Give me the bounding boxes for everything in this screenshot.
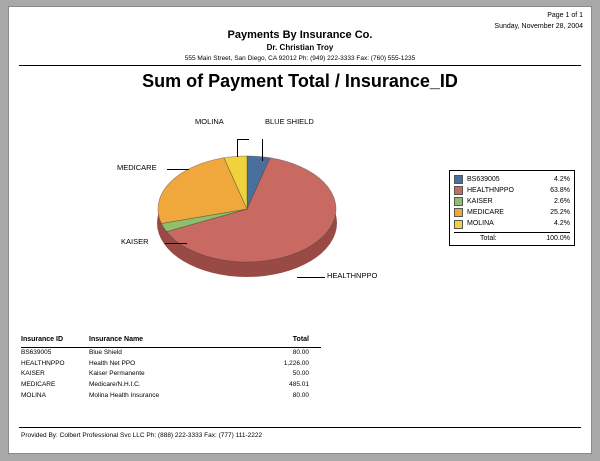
legend-percent: 25.2% [550,208,570,216]
table-row [21,380,321,391]
report-header [9,29,591,62]
chart-title: Sum of Payment Total / Insurance_ID [142,71,458,91]
legend-label: MOLINA [467,220,494,228]
chart-legend [449,170,575,246]
cell-total: 80.00 [292,349,309,357]
slice-label-kaiser: KAISER [121,237,149,246]
slice-label-healthnppo: HEALTHNPPO [327,271,378,280]
legend-swatch-icon [454,197,463,206]
cell-insurance-id: HEALTHNPPO [21,359,65,367]
legend-item [454,196,570,207]
cell-insurance-name: Medicare/N.H.I.C. [89,381,141,389]
page-number: Page 1 of 1 [547,12,583,19]
leader-line-kaiser [165,243,187,244]
table-row [21,369,321,380]
table-header-row [21,335,321,348]
legend-percent: 4.2% [554,220,570,228]
cell-insurance-id: KAISER [21,370,45,378]
legend-total-label: Total: [480,234,497,242]
legend-label: MEDICARE [467,208,504,216]
table-row [21,348,321,359]
company-address: 555 Main Street, San Diego, CA 92012 Ph: (949) 222-3333 Fax: (760) 555-1235 [184,55,416,62]
table-body [21,348,321,401]
column-header-insurance-id: Insurance ID [21,336,64,343]
leader-line-healthnppo [297,277,325,278]
legend-label: HEALTHNPPO [467,186,514,194]
cell-insurance-name: Kaiser Permanente [89,370,145,378]
legend-swatch-icon [454,186,463,195]
doctor-name: Dr. Christian Troy [266,43,334,52]
legend-item [454,207,570,218]
report-page [8,6,592,454]
table-row [21,358,321,369]
cell-total: 50.00 [292,370,309,378]
table-row [21,390,321,401]
cell-total: 80.00 [292,391,309,399]
footer-text: Provided By: Colbert Professional Svc LLC Ph: (888) 222-3333 Fax: (777) 111-2222 [21,432,263,439]
report-date: Sunday, November 28, 2004 [494,22,583,30]
pie-chart [117,117,409,307]
legend-percent: 4.2% [554,175,570,183]
cell-insurance-id: MOLINA [21,391,46,399]
legend-label: BS639005 [467,175,500,183]
column-header-insurance-name: Insurance Name [89,336,144,343]
column-header-total: Total [292,336,309,343]
pie-graphic [157,147,337,287]
slice-label-medicare: MEDICARE [117,163,157,172]
cell-total: 1,226.00 [283,359,309,367]
slice-label-molina: MOLINA [195,117,224,126]
company-name: Payments By Insurance Co. [227,29,373,41]
slice-label-blue-shield: BLUE SHIELD [265,117,314,126]
cell-insurance-id: BS639005 [21,349,52,357]
cell-insurance-name: Blue Shield [89,349,122,357]
leader-line-molina [237,139,238,157]
legend-item [454,185,570,196]
leader-line-molina-h [237,139,249,140]
cell-insurance-name: Molina Health Insurance [89,391,160,399]
cell-insurance-id: MEDICARE [21,381,56,389]
cell-insurance-name: Health Net PPO [89,359,136,367]
leader-line-medicare [167,169,189,170]
legend-rows [454,174,570,230]
legend-item [454,219,570,230]
legend-label: KAISER [467,197,493,205]
legend-total-row [454,232,570,242]
header-divider [19,65,581,66]
footer-divider [19,427,581,428]
legend-swatch-icon [454,208,463,217]
pie-top-face [157,155,337,263]
legend-percent: 63.8% [550,186,570,194]
legend-swatch-icon [454,175,463,184]
data-table [21,335,321,401]
legend-percent: 2.6% [554,197,570,205]
legend-swatch-icon [454,220,463,229]
cell-total: 485.01 [289,381,309,389]
legend-total-value: 100.0% [546,234,570,242]
leader-line-blue-shield [262,139,263,161]
legend-item [454,174,570,185]
